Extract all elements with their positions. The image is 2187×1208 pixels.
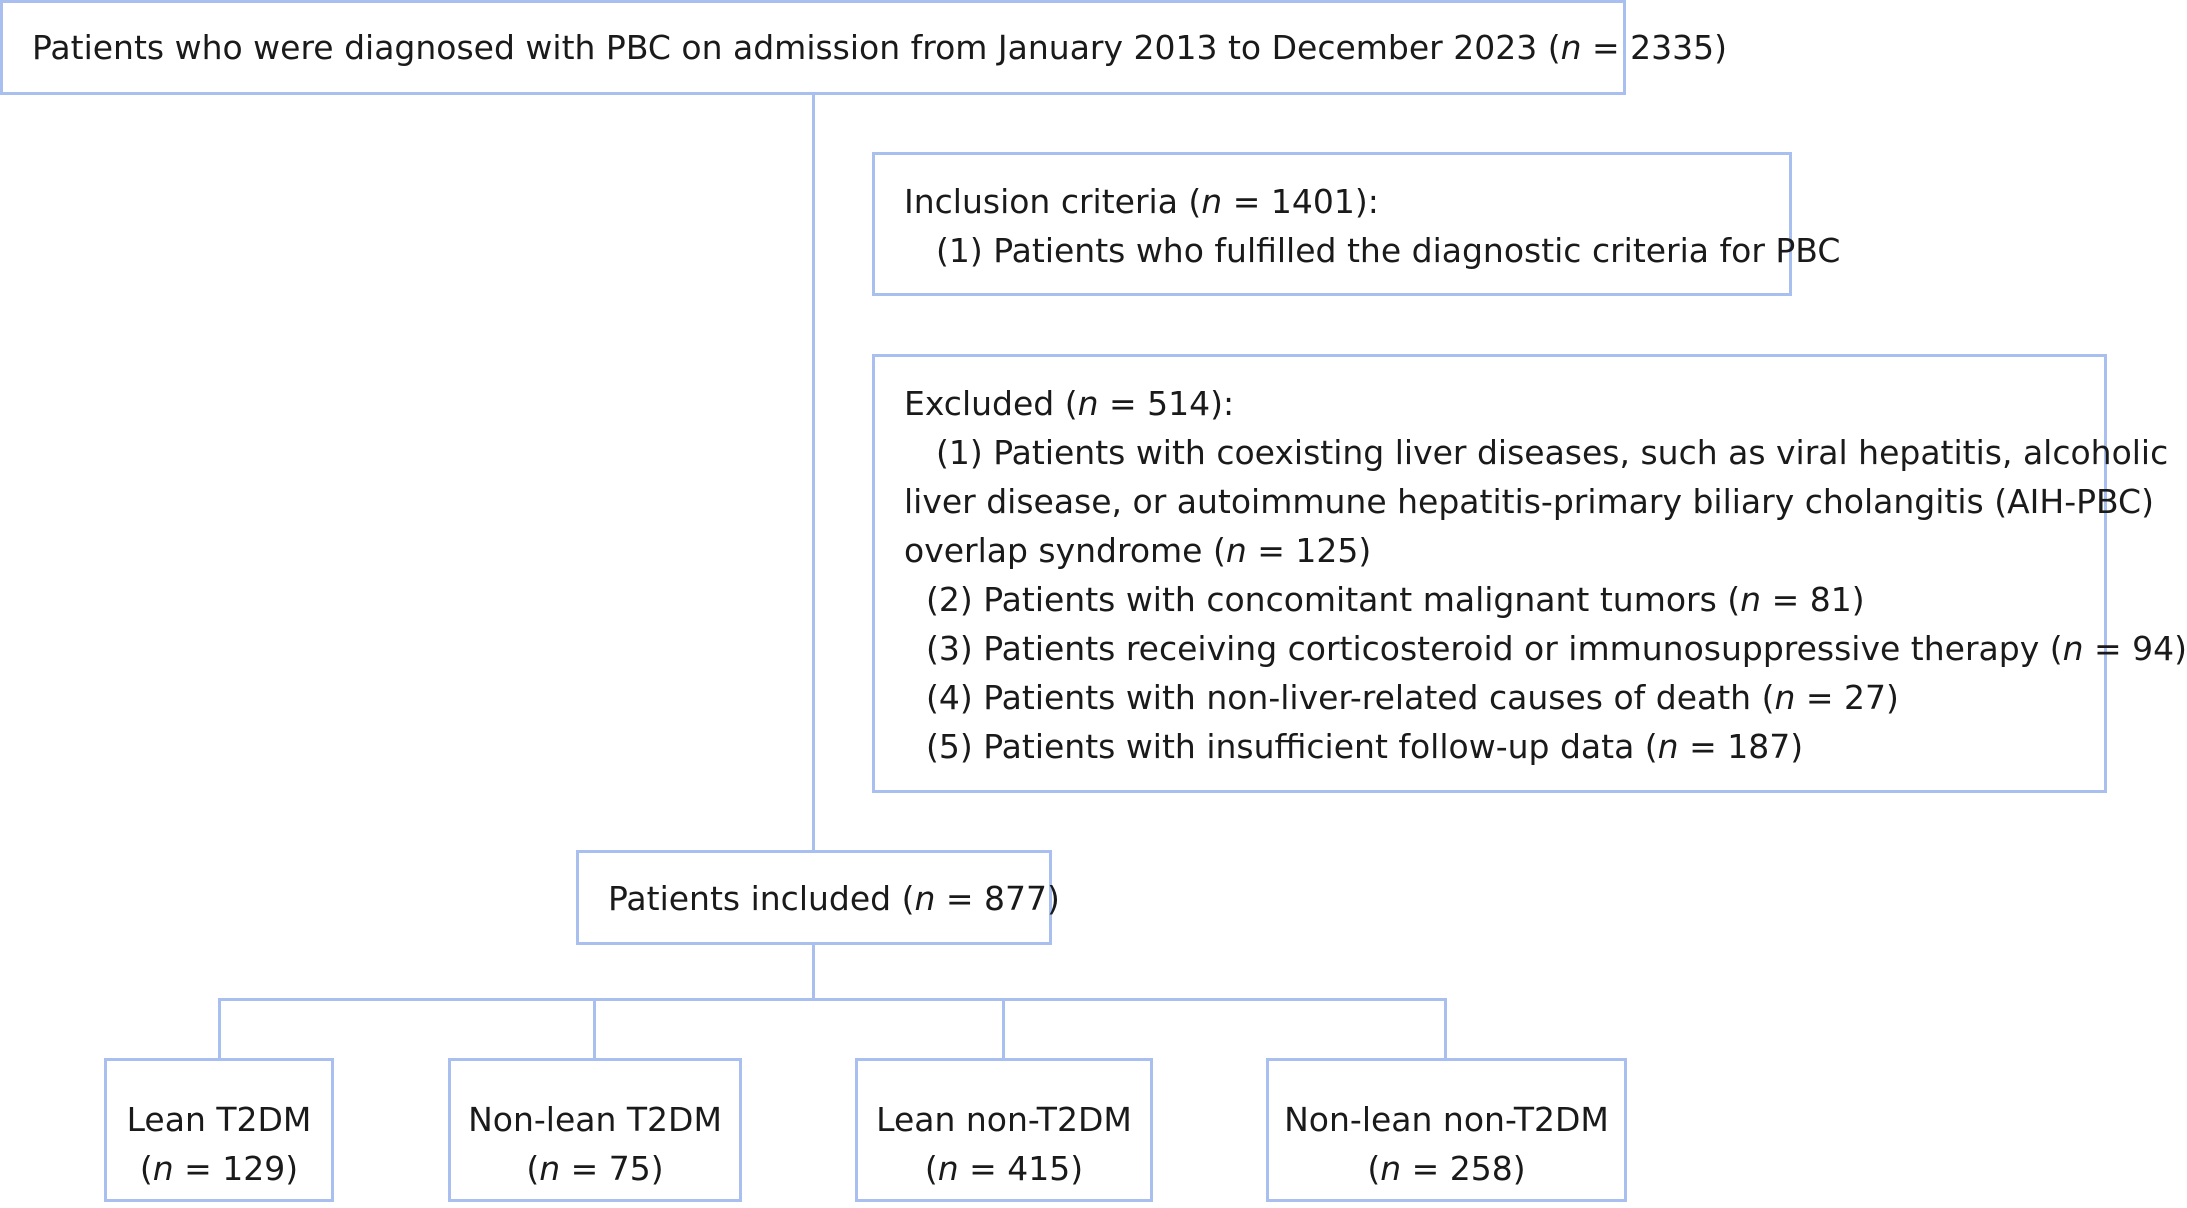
excluded-item-3-pre: (3) Patients receiving corticosteroid or immunosuppressive therapy (: [926, 629, 2063, 668]
group-name: Non-lean T2DM: [468, 1100, 722, 1139]
connector-main-vertical: [812, 95, 815, 850]
excluded-item-4-n-label: n: [1774, 678, 1796, 717]
excluded-item-2-n-label: n: [1740, 580, 1762, 619]
group-count-post: = 415): [958, 1149, 1084, 1188]
group-count-pre: (: [139, 1149, 153, 1188]
excluded-item-1-line-1: (1) Patients with coexisting liver diseases, such as viral hepatitis, alcoholic: [936, 433, 2169, 472]
group-count-post: = 258): [1401, 1149, 1526, 1188]
group-n-label: n: [1380, 1149, 1402, 1188]
group-name: Lean non-T2DM: [876, 1100, 1132, 1139]
inclusion-heading: [904, 177, 1789, 226]
excluded-item-4-post: = 27): [1795, 678, 1899, 717]
excluded-item-5-post: = 187): [1678, 727, 1804, 766]
excluded-item-4-pre: (4) Patients with non-liver-related causes of death (: [926, 678, 1775, 717]
excluded-item-1-n-label: n: [1225, 531, 1247, 570]
inclusion-heading-pre: Inclusion criteria (: [904, 182, 1202, 221]
excluded-n-label: n: [1077, 384, 1099, 423]
excluded-box: [872, 354, 2187, 793]
group-count: [451, 1144, 739, 1193]
inclusion-criteria-box: [872, 152, 1841, 296]
group-box-lean-non-t2dm: [855, 1058, 1153, 1202]
excluded-item-5: [904, 722, 2104, 771]
excluded-item-2: [904, 575, 2104, 624]
inclusion-n-label: n: [1201, 182, 1223, 221]
excluded-item-5-n-label: n: [1657, 727, 1679, 766]
inclusion-heading-post: = 1401):: [1222, 182, 1379, 221]
group-count: [107, 1144, 331, 1193]
group-n-label: n: [937, 1149, 959, 1188]
connector-branch-2: [593, 998, 596, 1058]
excluded-item-3-n-label: n: [2062, 629, 2084, 668]
group-count-post: = 75): [560, 1149, 664, 1188]
excluded-item-3-post: = 94): [2083, 629, 2187, 668]
group-count-pre: (: [526, 1149, 540, 1188]
group-n-label: n: [539, 1149, 561, 1188]
group-count: [858, 1144, 1150, 1193]
excluded-item-2-post: = 81): [1761, 580, 1865, 619]
excluded-item-2-pre: (2) Patients with concomitant malignant tumors (: [926, 580, 1741, 619]
excluded-item-3: [904, 624, 2187, 673]
connector-branch-4: [1444, 998, 1447, 1058]
total-patients-box: [0, 0, 1727, 95]
group-count: [1269, 1144, 1624, 1193]
connector-branch-3: [1002, 998, 1005, 1058]
patients-included-box: [576, 850, 1060, 945]
group-n-label: n: [152, 1149, 174, 1188]
excluded-heading: [904, 379, 2104, 428]
group-count-pre: (: [924, 1149, 938, 1188]
excluded-item-1-line-3: [904, 526, 2104, 575]
group-name: Non-lean non-T2DM: [1284, 1100, 1609, 1139]
group-box-lean-t2dm: [104, 1058, 334, 1202]
included-post: = 877): [935, 879, 1060, 918]
group-name: Lean T2DM: [126, 1100, 312, 1139]
excluded-item-4: [904, 673, 2104, 722]
group-box-non-lean-t2dm: [448, 1058, 742, 1202]
connector-included-down: [812, 945, 815, 1000]
excluded-item-5-pre: (5) Patients with insufficient follow-up data (: [926, 727, 1658, 766]
connector-branch-horizontal: [218, 998, 1444, 1001]
included-n-label: n: [914, 879, 936, 918]
total-n-label: n: [1560, 28, 1582, 67]
inclusion-item-1: (1) Patients who fulfilled the diagnostic criteria for PBC: [936, 231, 1841, 270]
group-count-pre: (: [1367, 1149, 1381, 1188]
excluded-item-1-line-2: liver disease, or autoimmune hepatitis-primary biliary cholangitis (AIH-PBC): [904, 482, 2154, 521]
excluded-heading-pre: Excluded (: [904, 384, 1078, 423]
excluded-heading-post: = 514):: [1098, 384, 1235, 423]
group-box-non-lean-non-t2dm: [1266, 1058, 1627, 1202]
included-pre: Patients included (: [608, 879, 915, 918]
excluded-item-1-line-3-post: = 125): [1246, 531, 1372, 570]
connector-branch-1: [218, 998, 221, 1058]
excluded-item-1-line-3-pre: overlap syndrome (: [904, 531, 1226, 570]
group-count-post: = 129): [173, 1149, 299, 1188]
total-n-value: = 2335): [1581, 28, 1727, 67]
total-patients-text: Patients who were diagnosed with PBC on admission from January 2013 to December 2023 (: [32, 28, 1561, 67]
